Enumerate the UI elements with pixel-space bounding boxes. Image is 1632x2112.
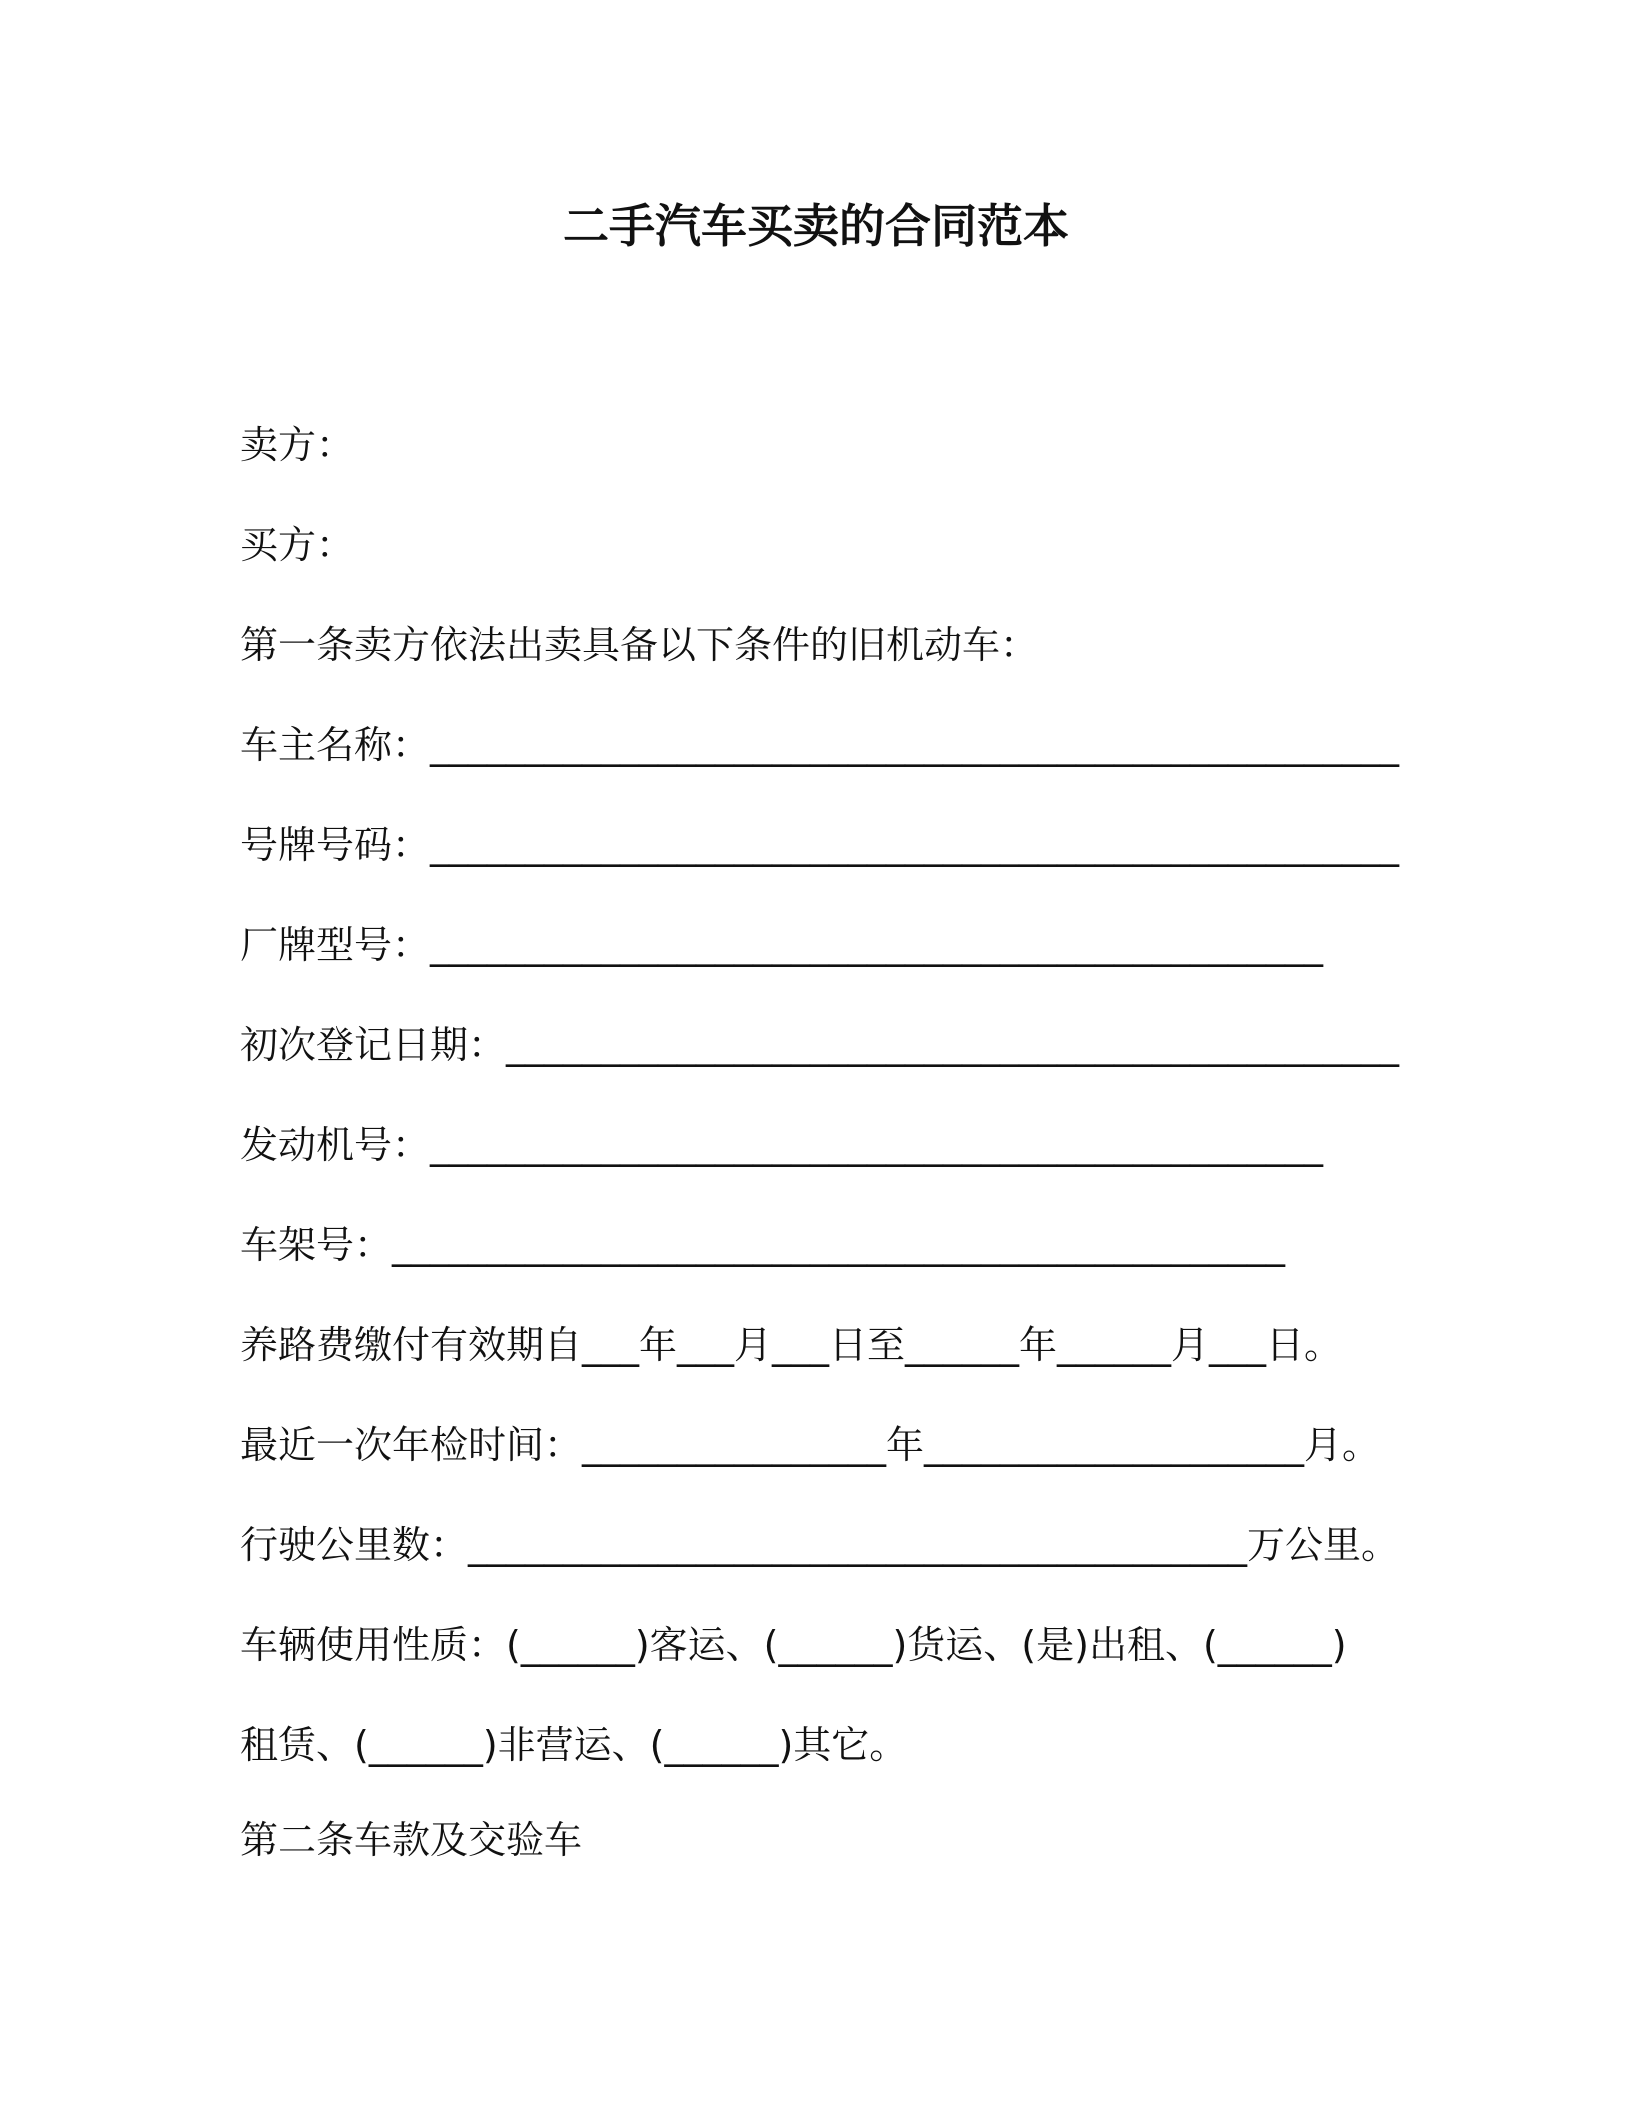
mileage-line: 行驶公里数：_________________________________________万公里。 xyxy=(240,1523,1400,1567)
article-one-heading: 第一条卖方依法出卖具备以下条件的旧机动车： xyxy=(240,623,1039,667)
vehicle-use-line-continued: 租赁、(______)非营运、(______)其它。 xyxy=(240,1723,908,1767)
buyer-line: 买方： xyxy=(240,523,355,567)
brand-model-field: 厂牌型号：_______________________________________________ xyxy=(240,923,1324,967)
frame-number-field: 车架号：_______________________________________________ xyxy=(240,1223,1286,1267)
plate-number-field: 号牌号码：___________________________________________________ xyxy=(240,823,1400,867)
seller-line: 卖方： xyxy=(240,423,355,467)
owner-name-field: 车主名称：___________________________________________________ xyxy=(240,723,1400,767)
last-inspection-line: 最近一次年检时间：________________年____________________月。 xyxy=(240,1423,1381,1467)
document-title: 二手汽车买卖的合同范本 xyxy=(563,199,1069,253)
engine-number-field: 发动机号：_______________________________________________ xyxy=(240,1123,1324,1167)
vehicle-use-line: 车辆使用性质：(______)客运、(______)货运、(是)出租、(______) xyxy=(240,1623,1347,1667)
article-two-heading: 第二条车款及交验车 xyxy=(240,1818,583,1862)
first-registration-date-field: 初次登记日期：_______________________________________________ xyxy=(240,1023,1400,1067)
road-fee-validity-line: 养路费缴付有效期自___年___月___日至______年______月___日。 xyxy=(240,1323,1343,1367)
